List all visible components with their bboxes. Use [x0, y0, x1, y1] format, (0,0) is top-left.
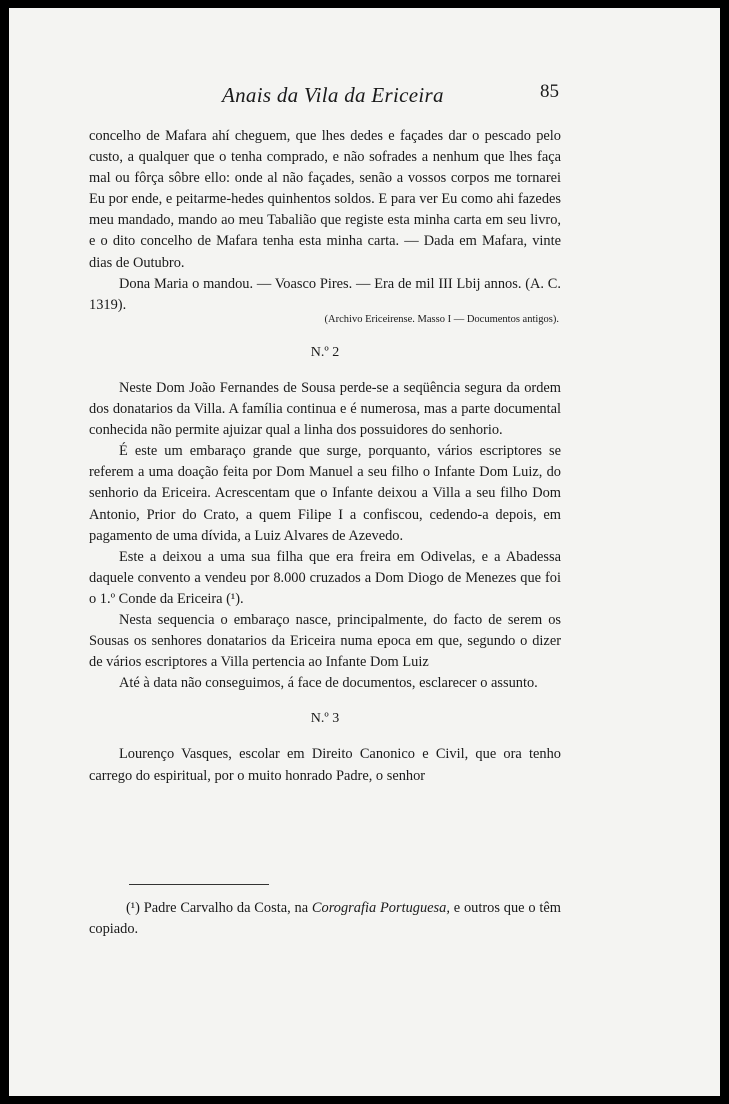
footnote	[89, 898, 561, 940]
footnote-book-title: Corografia Portuguesa,	[311, 900, 450, 916]
footnote-marker: (¹)	[126, 900, 140, 916]
paragraph-7: Até à data não conseguimos, á face de documentos, esclarecer o assunto.	[119, 675, 538, 692]
running-title: Anais da Vila da Ericeira	[222, 83, 444, 107]
body-text	[89, 126, 561, 787]
document-page	[9, 8, 720, 1096]
archive-source: (Archivo Ericeirense. Masso I — Documentos antigos).	[324, 313, 559, 325]
paragraph-5-text: Este a deixou a uma sua filha que era freira em Odivelas, e a Abadessa daquele convento a vendeu por 8.000 cruzados a Dom Diogo de Menezes que foi o 1.º Conde da Ericeira	[89, 548, 561, 607]
footnote-reference[interactable]: (¹).	[226, 590, 244, 607]
paragraph-2: Dona Maria o mandou. — Voasco Pires. — Era de mil III Lbij annos. (A. C. 1319).	[89, 275, 561, 313]
page-header	[9, 83, 720, 113]
section-heading-2: N.º 2	[310, 344, 340, 360]
paragraph-3: Neste Dom João Fernandes de Sousa perde-se a seqüência segura da ordem dos donatarios da Villa. A família continua e é numerosa, mas a parte documental conhecida não permite ajuizar qual a linha dos possuidores do senhorio.	[89, 379, 561, 439]
page-number: 85	[540, 81, 559, 102]
paragraph-5	[89, 547, 561, 610]
footnote-text-before: Padre Carvalho da Costa, na	[143, 900, 309, 916]
footnote-divider	[129, 884, 269, 885]
section-heading-3: N.º 3	[310, 711, 340, 727]
paragraph-1: concelho de Mafara ahí cheguem, que lhes dedes e façades dar o pescado pelo custo, a qualquer que o tenha comprado, e não sofrades a nenhum que lhes faça mal ou fôrça sôbre ello: onde al não façades, senão a vossos corpos me tornarei Eu por ende, e peitarme-hedes quinhentos soldos. E para ver Eu como ahi fazedes meu mandado, mando ao meu Tabalião que registe esta minha carta em seu livro, e o dito concelho de Mafara tenha esta minha carta. — Dada em Mafara, vinte dias de Outubro.	[89, 128, 561, 271]
footnote-text-after: e outros que o têm copiado.	[89, 900, 561, 938]
paragraph-6: Nesta sequencia o embaraço nasce, principalmente, do facto de serem os Sousas os senhores donatarios da Ericeira numa epoca em que, segundo o dizer de vários escriptores a Villa pertencia ao Infante Dom Luiz	[89, 611, 561, 671]
paragraph-4: É este um embaraço grande que surge, porquanto, vários escriptores se referem a uma doação feita por Dom Manuel a seu filho o Infante Dom Luiz, do senhorio da Ericeira. Acrescentam que o Infante deixou a Villa a seu filho Dom Antonio, Prior do Crato, a quem Filipe I a confiscou, cedendo-a depois, em pagamento de uma dívida, a Luiz Alvares de Azevedo.	[89, 443, 561, 544]
paragraph-8: Lourenço Vasques, escolar em Direito Canonico e Civil, que ora tenho carrego do espiritual, por o muito honrado Padre, o senhor	[89, 746, 561, 784]
